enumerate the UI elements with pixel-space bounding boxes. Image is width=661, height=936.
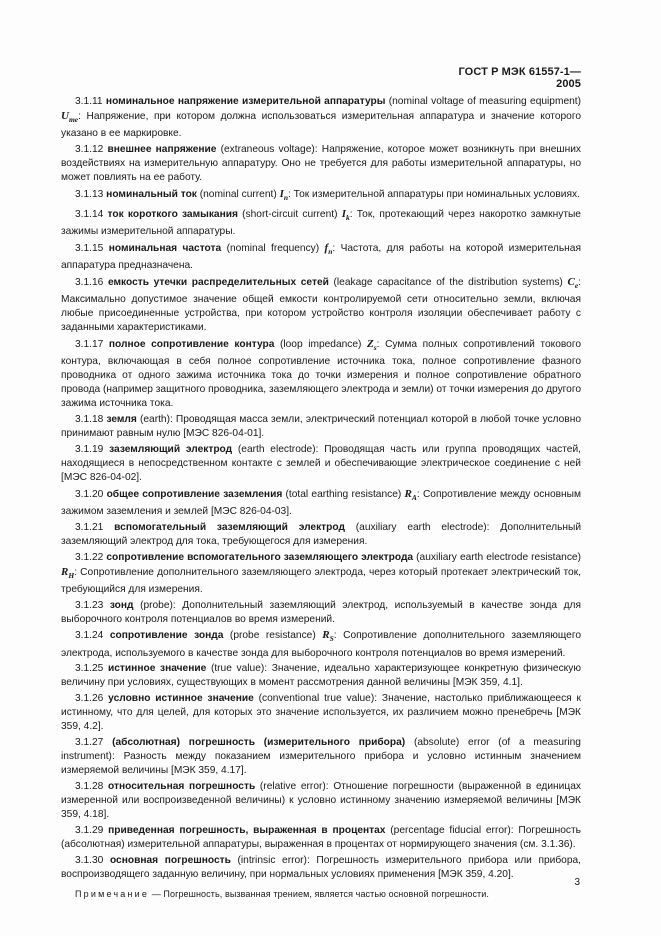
term-number: 3.1.11 <box>75 96 103 107</box>
term-english: (true value): <box>206 663 272 675</box>
term-entry <box>61 854 581 882</box>
term-symbol <box>61 110 79 125</box>
term-english: (total earthing resistance) <box>282 488 405 500</box>
term-english: (auxiliary earth electrode resistance) <box>413 551 581 563</box>
term-number: 3.1.21 <box>75 521 104 533</box>
term-number: 3.1.26 <box>75 693 104 705</box>
term-title: номинальное напряжение измерительной аппаратуры <box>105 96 386 107</box>
term-entry <box>61 780 581 822</box>
symbol-subscript: s <box>373 343 377 353</box>
term-english: (intrinsic error): <box>230 854 317 866</box>
term-symbol <box>61 566 74 578</box>
term-number: 3.1.28 <box>75 780 104 792</box>
term-definition: Проводящая масса земли, электрический потенциал которой в любой точке условно принимают равным нулю [МЭС 826-04-01]. <box>61 414 581 440</box>
terms-body <box>61 95 581 900</box>
term-definition: : Сопротивление дополнительного заземляющего электрода, через который протекает электрический ток, требующийся для измерения. <box>61 566 581 595</box>
term-number: 3.1.12 <box>75 144 104 156</box>
term-english: (nominal frequency) <box>221 242 325 254</box>
symbol-base: Z <box>367 337 374 350</box>
term-entry <box>61 551 581 597</box>
term-english: (earth): <box>136 414 176 426</box>
term-entry <box>61 521 581 549</box>
term-number: 3.1.30 <box>75 854 104 866</box>
term-title: земля <box>106 414 137 426</box>
term-definition: Погрешность (абсолютная) измерительной аппаратуры, выраженная в процентах от нормирующего значения (см. 3.1.36). <box>61 824 581 850</box>
term-definition: : Сумма полных сопротивлений токового контура, включающая в себя полное сопротивление источника тока, полное сопротивление фазного проводника от одного зажима источника тока до точки измерения и полное сопротивление обратного провода (например защитного проводника, заземляющего электрода и земли) от точки измерения до другого зажима источника тока. <box>61 338 581 410</box>
term-definition: : Сопротивление дополнительного заземляющего электрода, используемого в качестве зонда для выборочного контроля потенциалов во время измерений. <box>61 630 581 659</box>
symbol-base: I <box>341 207 346 220</box>
term-number: 3.1.19 <box>75 443 104 455</box>
term-number: 3.1.17 <box>75 338 104 350</box>
term-number: 3.1.22 <box>75 551 104 563</box>
term-entry <box>61 628 581 660</box>
term-definition: Дополнительный заземляющий электрод, используемый в качестве зонда для выборочного контроля потенциалов во время измерений. <box>61 599 581 625</box>
term-symbol <box>342 208 350 220</box>
term-entry <box>61 413 581 441</box>
term-definition: : Ток, протекающий через накоротко замкнутые зажимы измерительной аппаратуры. <box>61 208 581 238</box>
term-definition: : Максимально допустимое значение общей емкости контролируемой сети относительно земли, включая любые присоединенные устройства, при котором устройство контроля изоляции обеспечивает работу с заданными характеристиками. <box>61 276 581 334</box>
term-number: 3.1.24 <box>75 630 104 642</box>
term-title: заземляющий электрод <box>109 443 233 455</box>
term-entry <box>61 443 581 485</box>
term-definition: Значение, настолько приближающееся к истинному, что для целей, для которых это значение используется, их различием можно пренебречь [МЭК 359, 4.2]. <box>61 693 581 733</box>
term-title: номинальная частота <box>108 242 222 254</box>
term-number: 3.1.27 <box>75 737 104 749</box>
term-english: (leakage capacitance of the distribution systems) <box>328 276 568 288</box>
term-english: (probe resistance) <box>223 630 323 642</box>
term-number: 3.1.18 <box>75 414 104 426</box>
term-definition: Отношение погрешности (выраженной в единицах измеренной или воспроизведенной величины) к условно истинному значению измеряемой величины [МЭК 359, 4.18]. <box>61 780 581 821</box>
term-title: истинное значение <box>107 663 207 675</box>
term-entry <box>61 241 581 273</box>
term-definition: Погрешность измерительного прибора или прибора, воспроизводящего заданную величину, при нормальных условиях применения [МЭК 359, 4.20]. <box>61 854 581 880</box>
term-title: (абсолютная) погрешность (измерительного прибора) <box>112 737 406 749</box>
term-english: (relative error): <box>255 780 334 792</box>
symbol-base: C <box>567 275 575 288</box>
term-number: 3.1.20 <box>75 488 104 500</box>
term-number: 3.1.15 <box>75 242 104 254</box>
term-english: (absolute) error (of a measuring instrument): <box>61 737 581 763</box>
term-definition: : Частота, для работы на которой измерительная аппаратура предназначена. <box>61 242 581 272</box>
term-title: основная погрешность <box>109 854 231 866</box>
term-number: 3.1.25 <box>75 663 104 675</box>
term-english: (nominal current) <box>196 188 280 200</box>
term-title: ток короткого замыкания <box>107 208 238 220</box>
term-symbol <box>567 276 578 288</box>
term-title: зонд <box>109 599 134 611</box>
term-definition: Разность между показанием измерительного прибора и условно истинным значением измеряемой величины [МЭК 359, 4.17]. <box>61 751 581 777</box>
symbol-subscript: n <box>283 193 289 203</box>
term-entry <box>61 824 581 852</box>
symbol-subscript: me <box>68 115 79 125</box>
term-number: 3.1.16 <box>75 276 104 288</box>
term-entry <box>61 487 581 519</box>
term-definition: Напряжение, которое может возникнуть при внешних воздействиях на измерительную аппаратуру. Оно не требуется для работы измерительной аппаратуры, но может повлиять на ее работу. <box>61 144 581 184</box>
term-number: 3.1.29 <box>75 824 104 836</box>
term-number: 3.1.14 <box>75 208 104 220</box>
term-title: сопротивление зонда <box>109 630 224 642</box>
term-entry <box>61 275 581 336</box>
term-title: общее сопротивление заземления <box>106 488 283 500</box>
term-symbol <box>322 629 334 644</box>
note-text: — Погрешность, вызванная трением, является частью основной погрешности. <box>149 888 489 899</box>
symbol-base: R <box>322 629 330 642</box>
term-title: условно истинное значение <box>108 693 254 705</box>
symbol-base: R <box>61 565 69 578</box>
term-entry <box>61 207 581 239</box>
term-english: (probe): <box>133 599 183 611</box>
term-symbol <box>279 187 289 203</box>
term-definition: Значение, идеально характеризующее конкретную физическую величину при условиях, существующих в момент рассмотрения данной величины [МЭК 359, 4.1]. <box>61 663 581 689</box>
term-title: емкость утечки распределительных сетей <box>107 276 329 288</box>
symbol-base: I <box>279 187 284 200</box>
symbol-base: R <box>404 487 412 500</box>
term-entry <box>61 143 581 185</box>
term-entry <box>61 599 581 627</box>
term-definition: Дополнительный заземляющий электрод для тока, требующегося для измерения. <box>61 521 582 547</box>
term-title: номинальный ток <box>106 188 197 200</box>
term-number: 3.1.13 <box>75 188 104 200</box>
term-english: (extraneous voltage): <box>216 144 322 156</box>
symbol-subscript: H <box>68 570 75 580</box>
term-english: (nominal voltage of measuring equipment) <box>385 96 581 107</box>
term-title: полное сопротивление контура <box>108 338 275 350</box>
term-entry <box>61 337 581 412</box>
term-title: приведенная погрешность, выраженная в процентах <box>108 824 386 836</box>
symbol-base: U <box>61 110 69 123</box>
symbol-subscript: k <box>345 213 350 222</box>
term-entry <box>61 187 581 205</box>
term-english: (percentage fiducial error): <box>385 824 519 836</box>
note-label: Примечание <box>75 888 150 899</box>
symbol-subscript: S <box>329 634 334 644</box>
term-number: 3.1.23 <box>75 599 104 611</box>
term-definition: Проводящая часть или группа проводящих частей, находящиеся в непосредственном контакте с землей и обеспечивающие электрическое соединение с ней [МЭС 826-04-02]. <box>61 443 581 484</box>
term-english: (loop impedance) <box>274 338 368 350</box>
term-definition: : Ток измерительной аппаратуры при номинальных условиях. <box>288 188 580 200</box>
term-title: внешнее напряжение <box>107 144 217 156</box>
term-english: (conventional true value): <box>253 693 382 705</box>
term-english: (short-circuit current) <box>237 208 342 220</box>
term-symbol <box>367 337 377 353</box>
term-symbol <box>405 488 417 500</box>
term-entry <box>61 692 581 734</box>
symbol-subscript: A <box>411 493 417 502</box>
symbol-subscript: e <box>574 280 579 290</box>
symbol-subscript: n <box>328 246 333 256</box>
term-entry <box>61 95 581 141</box>
term-title: сопротивление вспомогательного заземляющего электрода <box>106 551 414 563</box>
term-english: (auxiliary earth electrode): <box>344 521 501 533</box>
symbol-base: f <box>324 241 329 254</box>
term-entry <box>61 736 581 778</box>
term-entry <box>61 662 581 690</box>
term-title: относительная погрешность <box>108 780 256 792</box>
page-number: 3 <box>574 877 580 888</box>
term-english: (earth electrode): <box>232 443 325 455</box>
note <box>61 888 581 900</box>
standard-header: ГОСТ Р МЭК 61557-1—2005 <box>458 66 581 90</box>
term-definition: : Напряжение, при котором должна использоваться измерительная аппаратура и значение которого указано в ее маркировке. <box>61 111 581 140</box>
term-definition: : Сопротивление между основным зажимом заземления и землей [МЭС 826-04-03]. <box>61 488 582 518</box>
term-title: вспомогательный заземляющий электрод <box>114 521 345 533</box>
